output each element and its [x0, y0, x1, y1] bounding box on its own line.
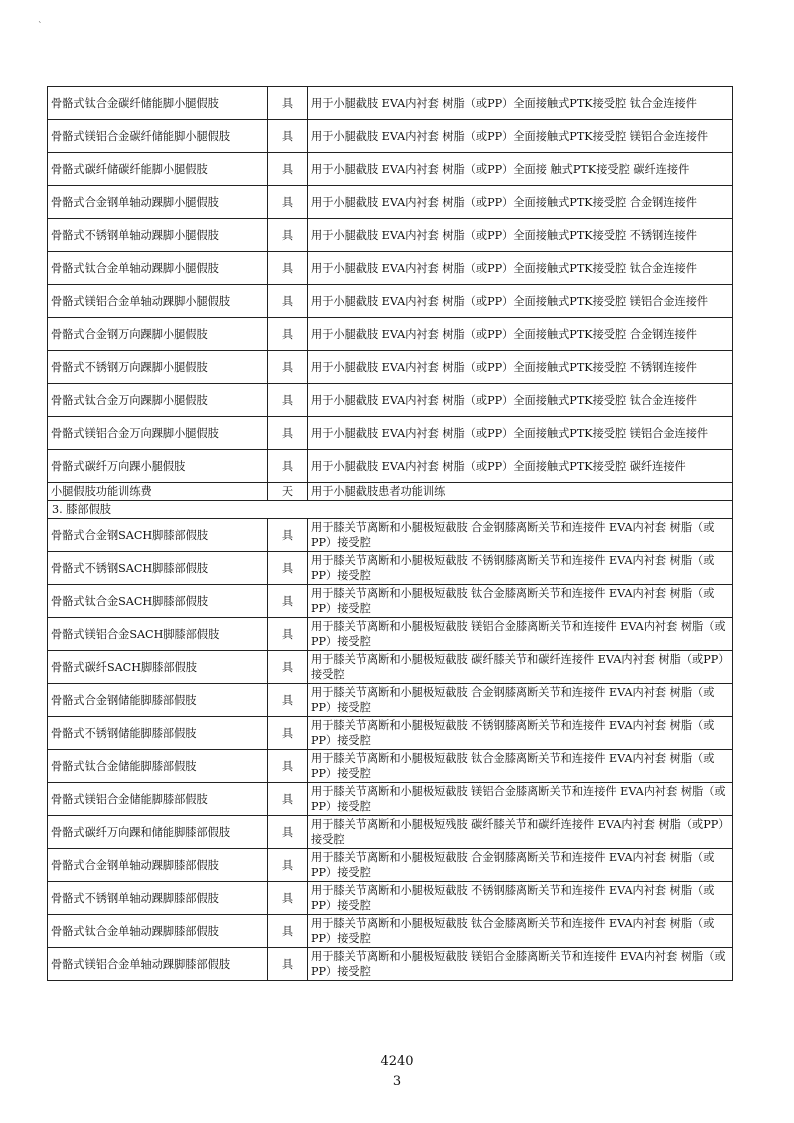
item-unit: 具 [268, 153, 308, 186]
item-unit: 具 [268, 618, 308, 651]
section-heading-row [48, 501, 733, 519]
item-description: 用于膝关节离断和小腿极短残肢 碳纤膝关节和碳纤连接件 EVA内衬套 树脂（或PP）接受腔 [308, 816, 733, 849]
table-row [48, 552, 733, 585]
item-unit: 具 [268, 849, 308, 882]
table-row [48, 318, 733, 351]
item-name: 骨骼式碳纤SACH脚膝部假肢 [48, 651, 268, 684]
table-row [48, 651, 733, 684]
table-row [48, 915, 733, 948]
item-unit: 具 [268, 450, 308, 483]
item-name: 骨骼式钛合金万向踝脚小腿假肢 [48, 384, 268, 417]
table-row [48, 519, 733, 552]
item-unit: 具 [268, 552, 308, 585]
item-name: 骨骼式碳纤储碳纤能脚小腿假肢 [48, 153, 268, 186]
item-description: 用于膝关节离断和小腿极短截肢 镁铝合金膝离断关节和连接件 EVA内衬套 树脂（或PP）接受腔 [308, 618, 733, 651]
item-description: 用于小腿截肢 EVA内衬套 树脂（或PP）全面接触式PTK接受腔 不锈钢连接件 [308, 351, 733, 384]
item-unit: 具 [268, 87, 308, 120]
page-number: 3 [392, 1074, 402, 1089]
item-unit: 具 [268, 519, 308, 552]
table-row [48, 483, 733, 501]
item-unit: 天 [268, 483, 308, 501]
item-name: 骨骼式不锈钢单轴动踝脚膝部假肢 [48, 882, 268, 915]
item-name: 骨骼式不锈钢SACH脚膝部假肢 [48, 552, 268, 585]
item-unit: 具 [268, 882, 308, 915]
item-unit: 具 [268, 816, 308, 849]
item-unit: 具 [268, 351, 308, 384]
item-description: 用于小腿截肢 EVA内衬套 树脂（或PP）全面接触式PTK接受腔 镁铝合金连接件 [308, 417, 733, 450]
item-name: 骨骼式镁铝合金SACH脚膝部假肢 [48, 618, 268, 651]
item-description: 用于小腿截肢 EVA内衬套 树脂（或PP）全面接 触式PTK接受腔 碳纤连接件 [308, 153, 733, 186]
table-row [48, 684, 733, 717]
item-name: 小腿假肢功能训练费 [48, 483, 268, 501]
table-row [48, 618, 733, 651]
table-row [48, 285, 733, 318]
item-name: 骨骼式碳纤万向踝小腿假肢 [48, 450, 268, 483]
item-name: 骨骼式钛合金储能脚膝部假肢 [48, 750, 268, 783]
table-row [48, 153, 733, 186]
item-description: 用于小腿截肢 EVA内衬套 树脂（或PP）全面接触式PTK接受腔 不锈钢连接件 [308, 219, 733, 252]
item-description: 用于膝关节离断和小腿极短截肢 不锈钢膝离断关节和连接件 EVA内衬套 树脂（或PP）接受腔 [308, 552, 733, 585]
item-unit: 具 [268, 120, 308, 153]
table-row [48, 585, 733, 618]
item-description: 用于膝关节离断和小腿极短截肢 合金钢膝离断关节和连接件 EVA内衬套 树脂（或PP）接受腔 [308, 684, 733, 717]
item-unit: 具 [268, 684, 308, 717]
table-row [48, 948, 733, 981]
table-row [48, 219, 733, 252]
item-unit: 具 [268, 783, 308, 816]
item-description: 用于小腿截肢患者功能训练 [308, 483, 733, 501]
item-unit: 具 [268, 186, 308, 219]
item-name: 骨骼式不锈钢万向踝脚小腿假肢 [48, 351, 268, 384]
item-unit: 具 [268, 219, 308, 252]
item-unit: 具 [268, 417, 308, 450]
item-description: 用于膝关节离断和小腿极短截肢 镁铝合金膝离断关节和连接件 EVA内衬套 树脂（或PP）接受腔 [308, 948, 733, 981]
item-description: 用于膝关节离断和小腿极短截肢 不锈钢膝离断关节和连接件 EVA内衬套 树脂（或PP）接受腔 [308, 882, 733, 915]
item-name: 骨骼式不锈钢单轴动踝脚小腿假肢 [48, 219, 268, 252]
item-description: 用于膝关节离断和小腿极短截肢 碳纤膝关节和碳纤连接件 EVA内衬套 树脂（或PP）接受腔 [308, 651, 733, 684]
item-name: 骨骼式钛合金单轴动踝脚小腿假肢 [48, 252, 268, 285]
item-unit: 具 [268, 285, 308, 318]
page-corner-mark: ` [38, 22, 43, 32]
item-unit: 具 [268, 318, 308, 351]
item-description: 用于小腿截肢 EVA内衬套 树脂（或PP）全面接触式PTK接受腔 碳纤连接件 [308, 450, 733, 483]
item-description: 用于膝关节离断和小腿极短截肢 钛合金膝离断关节和连接件 EVA内衬套 树脂（或PP）接受腔 [308, 915, 733, 948]
item-unit: 具 [268, 750, 308, 783]
item-description: 用于小腿截肢 EVA内衬套 树脂（或PP）全面接触式PTK接受腔 合金钢连接件 [308, 186, 733, 219]
table-row [48, 849, 733, 882]
table-row [48, 882, 733, 915]
item-description: 用于膝关节离断和小腿极短截肢 不锈钢膝离断关节和连接件 EVA内衬套 树脂（或PP）接受腔 [308, 717, 733, 750]
table-body [48, 87, 733, 981]
table-row [48, 450, 733, 483]
item-name: 骨骼式镁铝合金单轴动踝脚膝部假肢 [48, 948, 268, 981]
table-row [48, 186, 733, 219]
item-name: 骨骼式钛合金碳纤储能脚小腿假肢 [48, 87, 268, 120]
table-row [48, 87, 733, 120]
item-unit: 具 [268, 384, 308, 417]
item-unit: 具 [268, 585, 308, 618]
table-row [48, 783, 733, 816]
item-name: 骨骼式钛合金SACH脚膝部假肢 [48, 585, 268, 618]
table-row [48, 816, 733, 849]
item-unit: 具 [268, 948, 308, 981]
item-name: 骨骼式镁铝合金碳纤储能脚小腿假肢 [48, 120, 268, 153]
item-name: 骨骼式合金钢万向踝脚小腿假肢 [48, 318, 268, 351]
table-row [48, 384, 733, 417]
item-name: 骨骼式钛合金单轴动踝脚膝部假肢 [48, 915, 268, 948]
item-name: 骨骼式合金钢单轴动踝脚膝部假肢 [48, 849, 268, 882]
item-description: 用于小腿截肢 EVA内衬套 树脂（或PP）全面接触式PTK接受腔 镁铝合金连接件 [308, 285, 733, 318]
item-description: 用于膝关节离断和小腿极短截肢 钛合金膝离断关节和连接件 EVA内衬套 树脂（或PP）接受腔 [308, 585, 733, 618]
item-name: 骨骼式不锈钢储能脚膝部假肢 [48, 717, 268, 750]
table-row [48, 417, 733, 450]
item-description: 用于小腿截肢 EVA内衬套 树脂（或PP）全面接触式PTK接受腔 镁铝合金连接件 [308, 120, 733, 153]
item-name: 骨骼式镁铝合金万向踝脚小腿假肢 [48, 417, 268, 450]
item-unit: 具 [268, 717, 308, 750]
item-description: 用于小腿截肢 EVA内衬套 树脂（或PP）全面接触式PTK接受腔 钛合金连接件 [308, 384, 733, 417]
footer-code: 4240 [380, 1054, 414, 1069]
item-unit: 具 [268, 651, 308, 684]
item-unit: 具 [268, 915, 308, 948]
item-description: 用于膝关节离断和小腿极短截肢 钛合金膝离断关节和连接件 EVA内衬套 树脂（或PP）接受腔 [308, 750, 733, 783]
item-name: 骨骼式碳纤万向踝和储能脚膝部假肢 [48, 816, 268, 849]
table-row [48, 351, 733, 384]
item-description: 用于小腿截肢 EVA内衬套 树脂（或PP）全面接触式PTK接受腔 合金钢连接件 [308, 318, 733, 351]
item-description: 用于膝关节离断和小腿极短截肢 合金钢膝离断关节和连接件 EVA内衬套 树脂（或PP）接受腔 [308, 519, 733, 552]
item-description: 用于小腿截肢 EVA内衬套 树脂（或PP）全面接触式PTK接受腔 钛合金连接件 [308, 252, 733, 285]
item-name: 骨骼式镁铝合金储能脚膝部假肢 [48, 783, 268, 816]
price-items-table [47, 86, 733, 981]
item-name: 骨骼式合金钢SACH脚膝部假肢 [48, 519, 268, 552]
item-name: 骨骼式合金钢储能脚膝部假肢 [48, 684, 268, 717]
table-row [48, 750, 733, 783]
item-description: 用于膝关节离断和小腿极短截肢 合金钢膝离断关节和连接件 EVA内衬套 树脂（或PP）接受腔 [308, 849, 733, 882]
table-row [48, 717, 733, 750]
item-name: 骨骼式镁铝合金单轴动踝脚小腿假肢 [48, 285, 268, 318]
item-name: 骨骼式合金钢单轴动踝脚小腿假肢 [48, 186, 268, 219]
item-description: 用于小腿截肢 EVA内衬套 树脂（或PP）全面接触式PTK接受腔 钛合金连接件 [308, 87, 733, 120]
item-description: 用于膝关节离断和小腿极短截肢 镁铝合金膝离断关节和连接件 EVA内衬套 树脂（或PP）接受腔 [308, 783, 733, 816]
table-row [48, 120, 733, 153]
table-row [48, 252, 733, 285]
item-unit: 具 [268, 252, 308, 285]
section-heading: 3. 膝部假肢 [48, 501, 733, 519]
